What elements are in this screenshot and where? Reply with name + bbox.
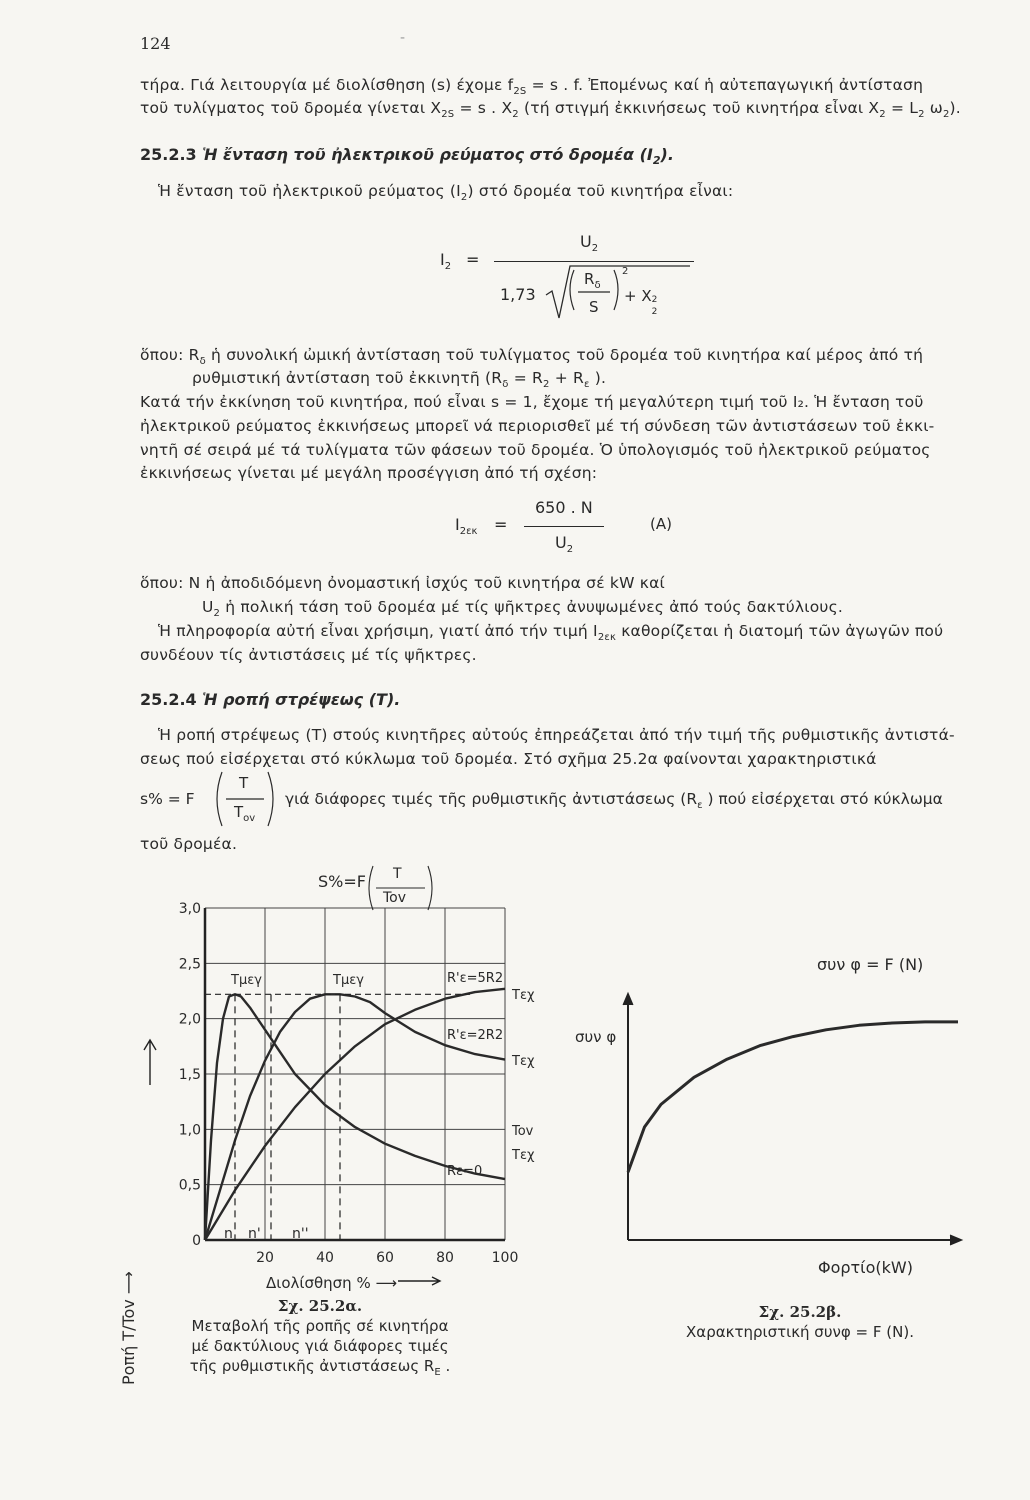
label-tex-2: Tεχ <box>512 1054 535 1069</box>
section-25-2-4-line-2: σεως πού εἰσέρχεται στό κύκλωμα τοῦ δρομέα. Στό σχῆμα 25.2α φαίνονται χαρακτηριστικά <box>140 750 877 768</box>
figure-25-2b-caption <box>620 1302 980 1342</box>
x-tick-label: 100 <box>491 1250 519 1266</box>
y-tick-label: 2,0 <box>178 1011 201 1028</box>
mark-n2: n'' <box>292 1226 309 1242</box>
start-paragraph-line-1: Κατά τήν ἐκκίνηση τοῦ κινητήρα, πού εἶναι s = 1, ἔχομε τή μεγαλύτερη τιμή τοῦ I₂. Ἡ ἔνταση τοῦ <box>140 393 924 411</box>
y-tick-label: 2,5 <box>178 956 201 973</box>
where-1-line-1: ὅπου: $R_\delta$ ἡ συνολική ὠμική ἀντίσταση τοῦ τυλίγματος τοῦ δρομέα τοῦ κινητήρα καί μέρος ἀπό τή <box>140 346 924 368</box>
figure-25-2a-caption-l1: Μεταβολή τῆς ροπῆς σέ κινητήρα <box>191 1317 449 1335</box>
figure-25-2b-ylabel: συν φ <box>575 1028 617 1046</box>
figure-25-2a-title: S%=F <box>318 872 366 891</box>
y-axis-arrow <box>623 993 633 1005</box>
formula-i2ek-numerator: 650 . N <box>535 498 593 517</box>
figure-25-2a-caption-l2: μέ δακτύλιους γιά διάφορες τιμές <box>191 1337 449 1355</box>
label-tex-3: Tεχ <box>512 1148 535 1163</box>
section-25-2-4-line-4: τοῦ δρομέα. <box>140 835 238 853</box>
section-25-2-3-lead: Ἡ ἔνταση τοῦ ἠλεκτρικοῦ ρεύματος $(I_2)$ στό δρομέα τοῦ κινητήρα εἶναι: <box>158 182 734 204</box>
sf-den: $T_{ov}$ <box>234 803 256 824</box>
formula-i2ek-denominator: $U_2$ <box>555 533 574 556</box>
page-number: 124 <box>140 34 171 53</box>
sf-num: T <box>239 774 249 792</box>
formula-i2ek-eq: = <box>494 515 508 534</box>
figure-25-2a-ylabel: Ροπή T/Tov ⟶ <box>119 1271 138 1385</box>
label-r2: R'ε=2R2 <box>447 1028 504 1043</box>
figure-25-2b-caption-l1: Χαρακτηριστική συνφ = F (N). <box>686 1323 914 1341</box>
figure-25-2b-series <box>628 1022 958 1172</box>
x-tick-label: 80 <box>436 1250 454 1266</box>
figure-25-2b-axes <box>623 993 962 1245</box>
cosphi-curve <box>628 1022 958 1172</box>
label-r5: R'ε=5R2 <box>447 971 504 986</box>
label-r0: Rε=0 <box>447 1164 483 1179</box>
figure-25-2a-title-den: Tov <box>383 890 407 906</box>
x-tick-label: 40 <box>316 1250 334 1266</box>
start-paragraph-line-4: ἐκκινήσεως γίνεται μέ μεγάλη προσέγγιση ἀπό τή σχέση: <box>140 464 598 482</box>
where-2-line-1: ὅπου: N ἡ ἀποδιδόμενη ὀνομαστική ἰσχύς τοῦ κινητήρα σέ kW καί <box>140 574 665 592</box>
y-tick-label: 3,0 <box>178 901 201 917</box>
label-tov: Tov <box>512 1124 534 1139</box>
start-paragraph-line-2: ἠλεκτρικοῦ ρεύματος ἐκκινήσεως μπορεῖ νά περιορισθεῖ μέ τή σύνδεση τῶν ἀντιστάσεων τοῦ ἐκκι- <box>140 417 935 435</box>
sf-tail: γιά διάφορες τιμές τῆς ρυθμιστικῆς ἀντιστάσεως ($R_\varepsilon$ ) πού εἰσέρχεται στό κύκλωμα <box>285 790 943 812</box>
where-2-line-2: $U_2$ ἡ πολική τάση τοῦ δρομέα μέ τίς ψῆκτρες ἀνυψωμένες ἀπό τούς δακτύλιους. <box>202 598 843 620</box>
x-axis-arrow <box>950 1235 962 1245</box>
start-paragraph-line-3: νητῆ σέ σειρά μέ τά τυλίγματα τῶν φάσεων τοῦ δρομέα. Ὁ ὑπολογισμός τοῦ ἠλεκτρικοῦ ρεύματος <box>140 441 931 459</box>
intro-line-2: τοῦ τυλίγματος τοῦ δρομέα γίνεται $X_{2S} = s$ . $X_2$ (τή στιγμή ἐκκινήσεως τοῦ κινητήρα εἶναι $X_2 = L_2$ $\omega_2$). <box>140 99 961 121</box>
section-25-2-3-heading: 25.2.3 Ἡ ἔνταση τοῦ ἠλεκτρικοῦ ρεύματος στό δρομέα $(I_2)$. <box>140 145 674 168</box>
formula-i2-coefficient: 1,73 <box>500 285 536 304</box>
figure-25-2b-xlabel: Φορτίο(kW) <box>818 1258 913 1277</box>
formula-i2-plus: + X 2 2 <box>624 287 658 317</box>
x-tick-label: 60 <box>376 1250 394 1266</box>
mark-n: n <box>224 1226 233 1242</box>
figure-25-2a-caption-title: Σχ. 25.2α. <box>277 1297 363 1315</box>
figure-25-2a-title-num: T <box>393 866 402 882</box>
formula-i2-numerator: $U_2$ <box>580 232 599 255</box>
section-25-2-4-line-1: Ἡ ροπή στρέψεως (T) στούς κινητῆρες αὐτούς ἐπηρεάζεται ἀπό τήν τιμή τῆς ρυθμιστικῆς ἀντιστά- <box>158 726 955 744</box>
mark-n1: n' <box>248 1226 261 1242</box>
where-1-line-2: ρυθμιστική ἀντίσταση τοῦ ἐκκινητῆ ($R_\delta = R_2 + R_\varepsilon$ ). <box>192 369 607 391</box>
figure-25-2b-caption-title: Σχ. 25.2β. <box>758 1303 842 1321</box>
formula-i2-exponent: 2 <box>622 266 629 277</box>
where-2-line-3: Ἡ πληροφορία αὐτή εἶναι χρήσιμη, γιατί ἀπό τήν τιμή $I_{2\varepsilon\kappa}$ καθορίζεται ἡ διατομή τῶν ἀγωγῶν πού <box>158 622 944 644</box>
section-25-2-4-heading: 25.2.4 Ἡ ροπή στρέψεως (T). <box>140 690 401 709</box>
formula-i2ek-lhs: $I_{2\varepsilon\kappa}$ <box>455 515 478 538</box>
y-tick-label: 1,5 <box>178 1067 201 1083</box>
label-tmax-2: Tμεγ <box>333 973 364 988</box>
figure-25-2a-caption-l3: τῆς ρυθμιστικῆς ἀντιστάσεως $R_E$ . <box>189 1357 451 1378</box>
figure-25-2b-title: συν φ = F (N) <box>817 955 924 974</box>
x-tick-label: 20 <box>256 1250 274 1266</box>
y-tick-label: 1,0 <box>178 1122 201 1139</box>
intro-line-1: τήρα. Γιά λειτουργία μέ διολίσθηση (s) έχομε $f_{2S} = s$ . f. Ἐπομένως καί ἡ αὐτεπαγωγική ἀντίσταση <box>140 76 924 98</box>
formula-i2-lhs: $I_2$ <box>440 250 452 273</box>
sf-lhs: s% = F <box>140 790 195 808</box>
y-tick-label: 0,5 <box>178 1177 201 1194</box>
label-tmax-1: Tμεγ <box>231 973 262 988</box>
formula-i2-frac-den: S <box>589 298 599 316</box>
label-tex-1: Tεχ <box>512 988 535 1003</box>
where-2-line-4: συνδέουν τίς ἀντιστάσεις μέ τίς ψῆκτρες. <box>140 646 477 664</box>
figure-25-2a-xlabel: Διολίσθηση % ⟶ <box>266 1274 397 1292</box>
y-tick-label: 0 <box>192 1233 201 1249</box>
formula-i2ek-unit: (A) <box>650 515 672 533</box>
page-dash: - <box>400 30 406 46</box>
formula-i2-frac-num: $R_\delta$ <box>584 270 601 291</box>
formula-i2-eq: = <box>466 250 480 269</box>
